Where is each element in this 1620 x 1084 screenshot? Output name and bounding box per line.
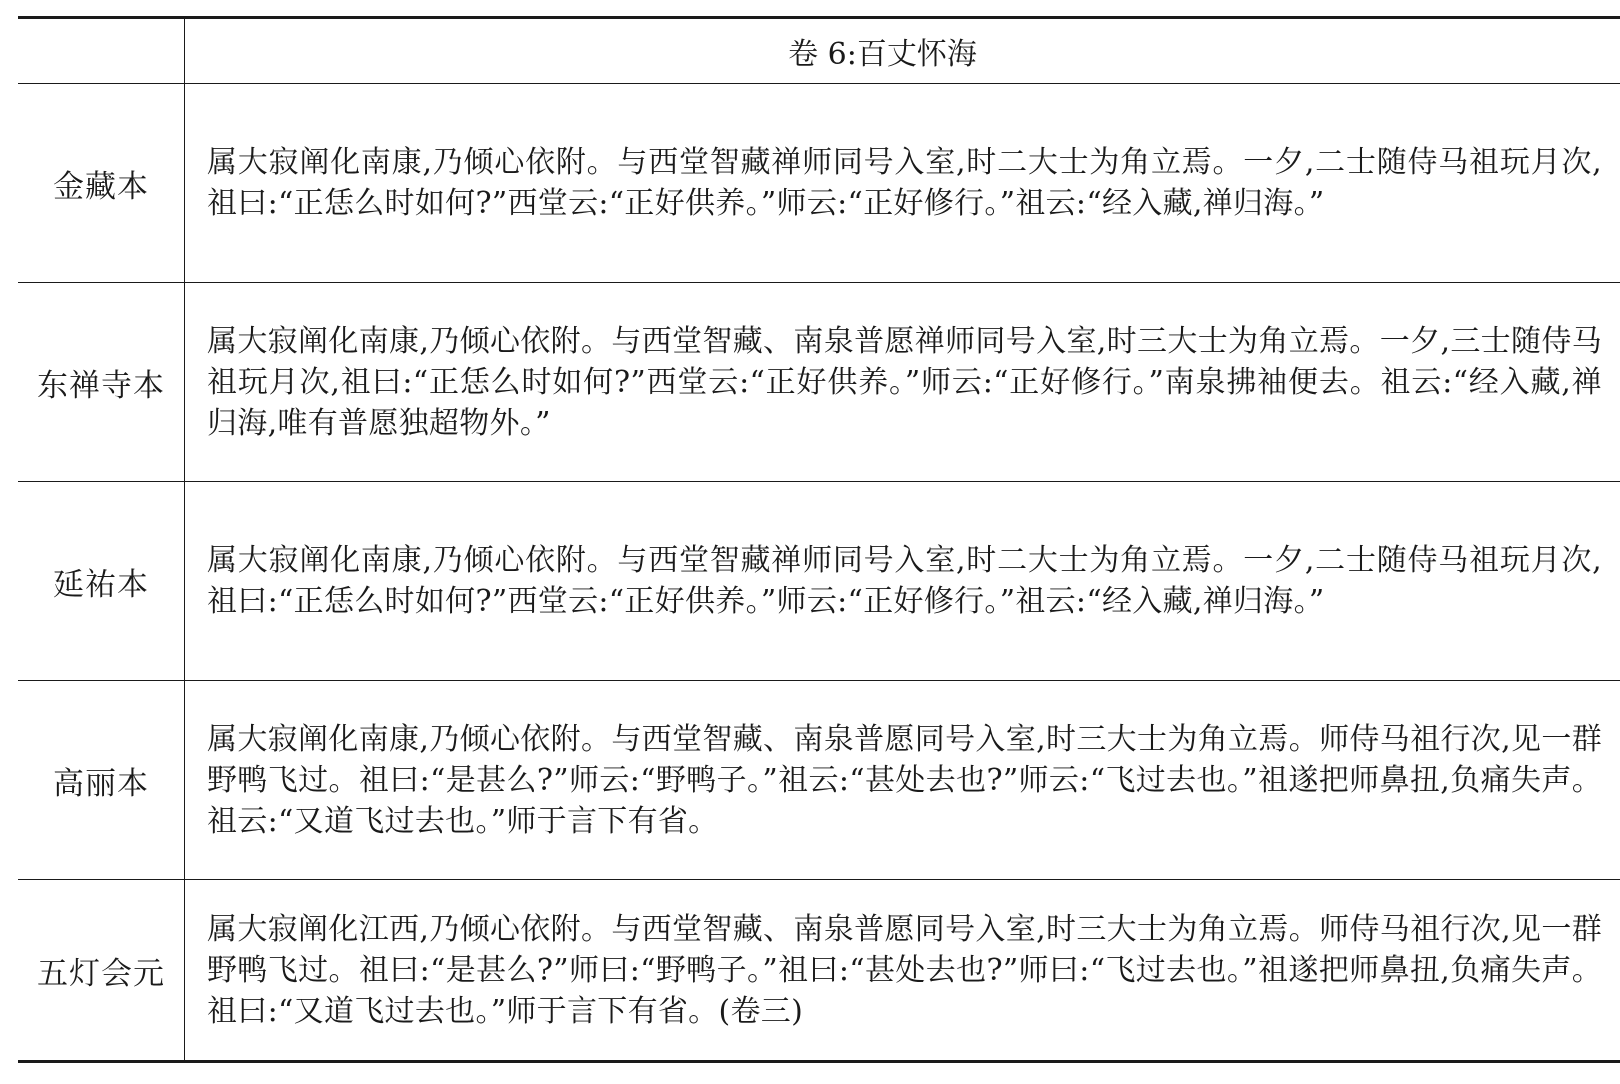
- header-version-cell: [18, 19, 185, 83]
- header-title-cell: [185, 19, 1620, 83]
- passage-cell: [185, 681, 1620, 879]
- passage-cell: [185, 283, 1620, 481]
- table-row: [18, 880, 1620, 1060]
- version-label: 东禅寺本: [18, 283, 185, 481]
- version-label: 延祐本: [18, 482, 185, 680]
- passage-text: 属大寂阐化南康,乃倾心依附。与西堂智藏、南泉普愿同号入室,时三大士为角立焉。师侍马祖行次,见一群野鸭飞过。祖曰:“是甚么?”师云:“野鸭子。”祖云:“甚处去也?”师云:“飞过去也。”祖遂把师鼻扭,负痛失声。祖云:“又道飞过去也。”师于言下有省。: [207, 721, 1602, 839]
- passage-cell: [185, 482, 1620, 680]
- table-row: [18, 283, 1620, 482]
- version-label: 五灯会元: [18, 880, 185, 1060]
- passage-text: 属大寂阐化南康,乃倾心依附。与西堂智藏禅师同号入室,时二大士为角立焉。一夕,二士随侍马祖玩月次,祖曰:“正恁么时如何?”西堂云:“正好供养。”师云:“正好修行。”祖云:“经入藏,禅归海。”: [207, 543, 1602, 619]
- comparison-table: [18, 16, 1620, 1063]
- table-row: [18, 482, 1620, 681]
- version-label: 高丽本: [18, 681, 185, 879]
- passage-cell: [185, 84, 1620, 282]
- version-label: 金藏本: [18, 84, 185, 282]
- table-row: [18, 681, 1620, 880]
- table-row: [18, 84, 1620, 283]
- passage-text: 属大寂阐化江西,乃倾心依附。与西堂智藏、南泉普愿同号入室,时三大士为角立焉。师侍马祖行次,见一群野鸭飞过。祖曰:“是甚么?”师曰:“野鸭子。”祖曰:“甚处去也?”师曰:“飞过去也。”祖遂把师鼻扭,负痛失声。祖曰:“又道飞过去也。”师于言下有省。(卷三): [207, 911, 1602, 1029]
- passage-text: 属大寂阐化南康,乃倾心依附。与西堂智藏禅师同号入室,时二大士为角立焉。一夕,二士随侍马祖玩月次,祖曰:“正恁么时如何?”西堂云:“正好供养。”师云:“正好修行。”祖云:“经入藏,禅归海。”: [207, 145, 1602, 221]
- table-title: 卷 6:百丈怀海: [788, 37, 977, 72]
- table-header-row: [18, 19, 1620, 84]
- passage-text: 属大寂阐化南康,乃倾心依附。与西堂智藏、南泉普愿禅师同号入室,时三大士为角立焉。一夕,三士随侍马祖玩月次,祖曰:“正恁么时如何?”西堂云:“正好供养。”师云:“正好修行。”南泉拂袖便去。祖云:“经入藏,禅归海,唯有普愿独超物外。”: [207, 323, 1602, 441]
- passage-cell: [185, 880, 1620, 1060]
